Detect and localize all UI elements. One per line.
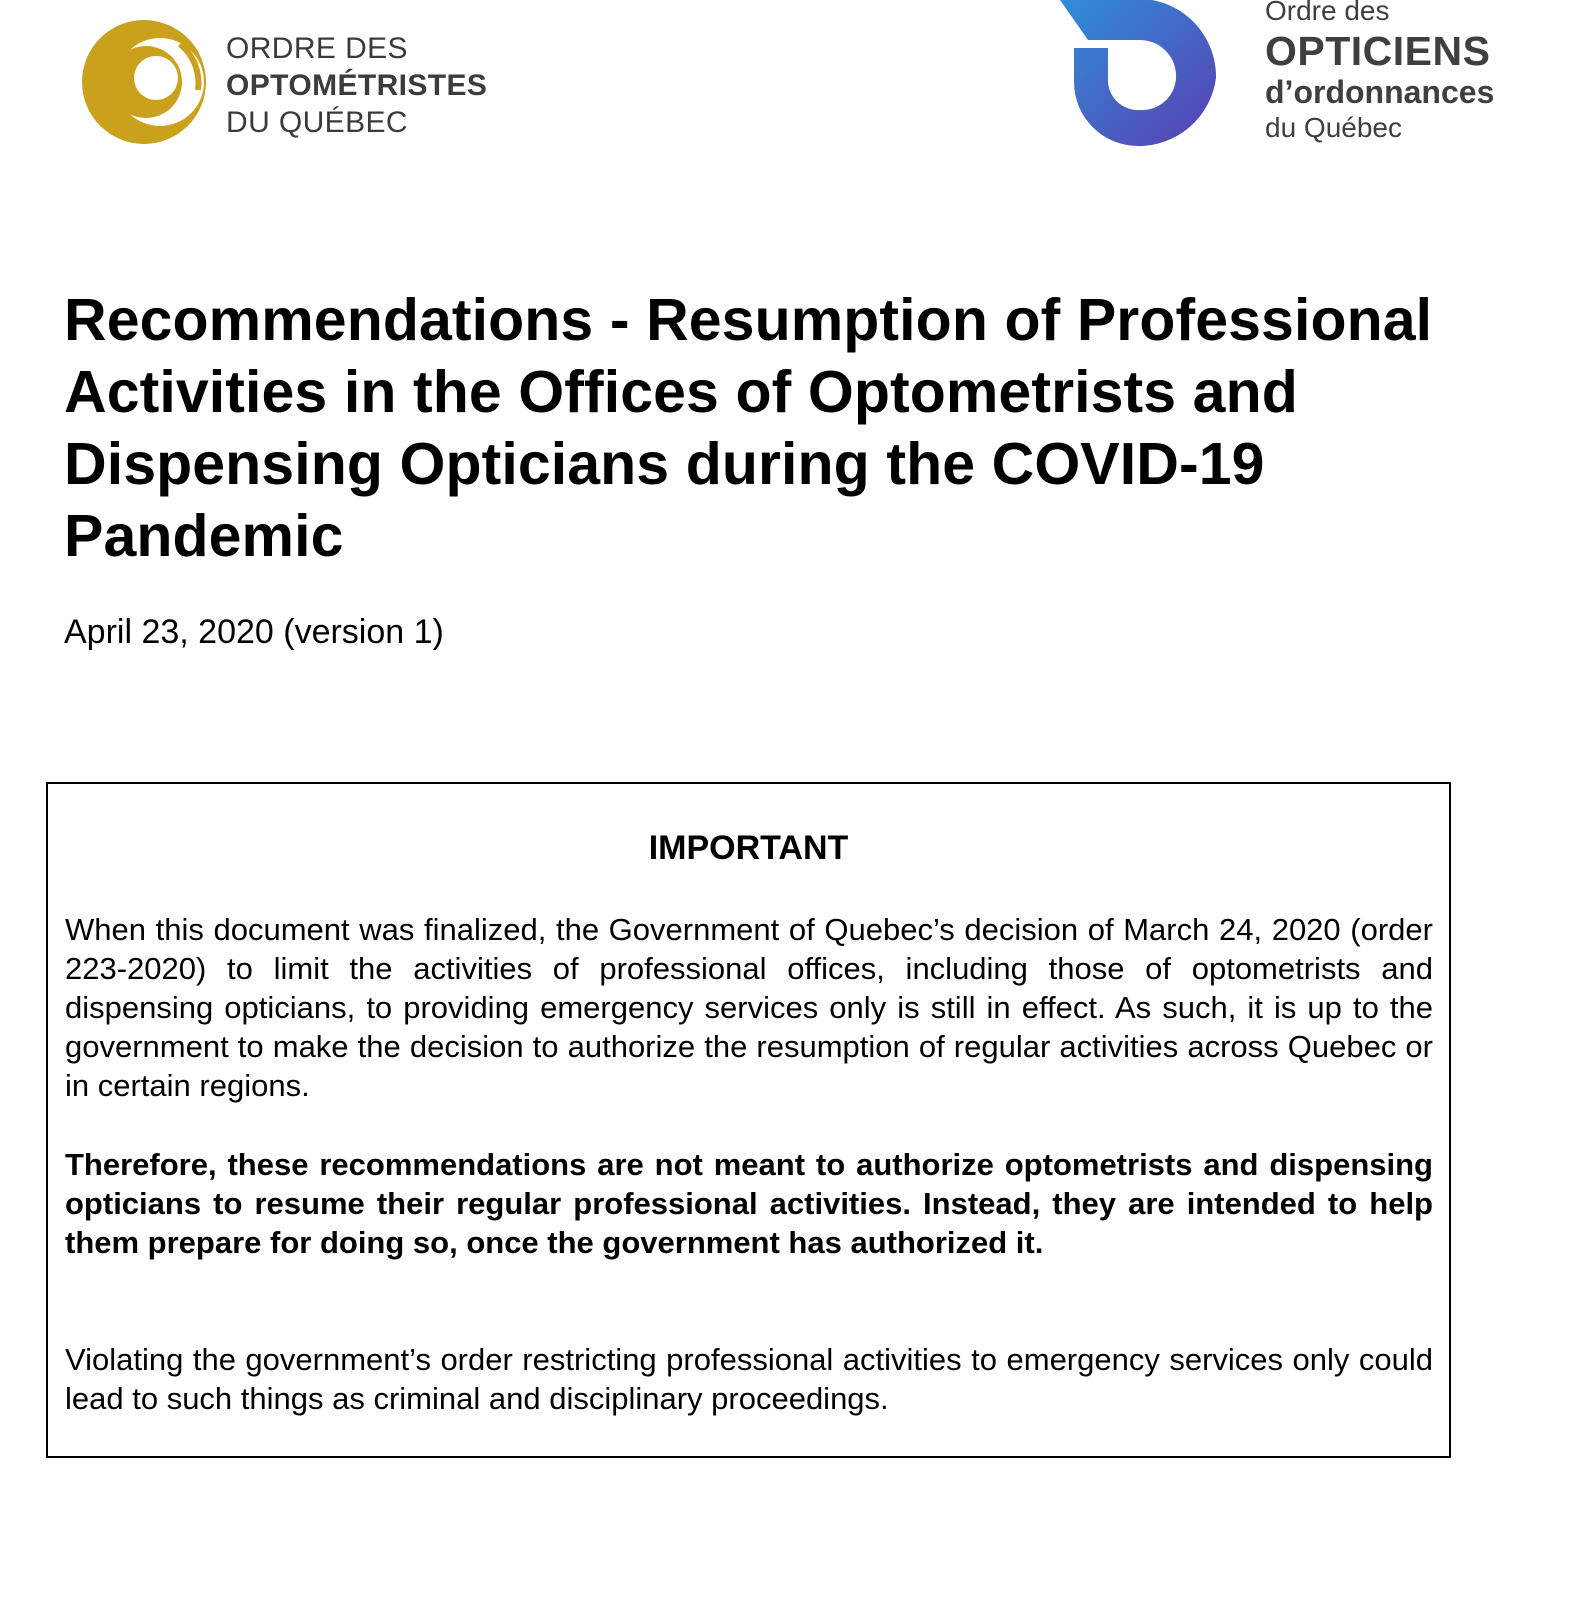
important-heading: IMPORTANT bbox=[648, 829, 849, 867]
optometristes-line1: ORDRE DES bbox=[226, 32, 408, 65]
opticiens-line4: du Québec bbox=[1265, 112, 1402, 143]
notice-paragraph-2: Therefore, these recommendations are not meant to authorize optometrists and dispensing opticians to resume their regular professional activities. Instead, they are intended to help them prepare for doing so, once the government has authorized it. bbox=[65, 1147, 1433, 1260]
opticiens-line1: Ordre des bbox=[1265, 0, 1390, 26]
optometristes-line3: DU QUÉBEC bbox=[226, 106, 408, 139]
opticiens-line3: d’ordonnances bbox=[1265, 74, 1495, 110]
important-notice-box bbox=[46, 782, 1451, 1458]
optometristes-line2: OPTOMÉTRISTES bbox=[226, 69, 488, 102]
optometristes-emblem-icon bbox=[80, 16, 216, 152]
document-date: April 23, 2020 (version 1) bbox=[64, 613, 444, 651]
document-title: Recommendations - Resumption of Professional Activities in the Offices of Optometrists and Dispensing Opticians during the COVID-19 Pandemic bbox=[64, 287, 1433, 569]
notice-paragraph-3: Violating the government’s order restricting professional activities to emergency services only could lead to such things as criminal and disciplinary proceedings. bbox=[65, 1342, 1433, 1416]
opticiens-line2: OPTICIENS bbox=[1265, 28, 1491, 74]
opticiens-emblem-icon bbox=[1060, 0, 1240, 150]
optometristes-logo bbox=[80, 16, 500, 152]
notice-paragraph-1: When this document was finalized, the Government of Quebec’s decision of March 24, 2020 (order 223-2020) to limit the activities of professional offices, including those of optometrists and dispensing opticians, to providing emergency services only is still in effect. As such, it is up to the government to make the decision to authorize the resumption of regular activities across Quebec or in certain regions. bbox=[65, 912, 1433, 1103]
opticiens-logo bbox=[1060, 0, 1530, 150]
